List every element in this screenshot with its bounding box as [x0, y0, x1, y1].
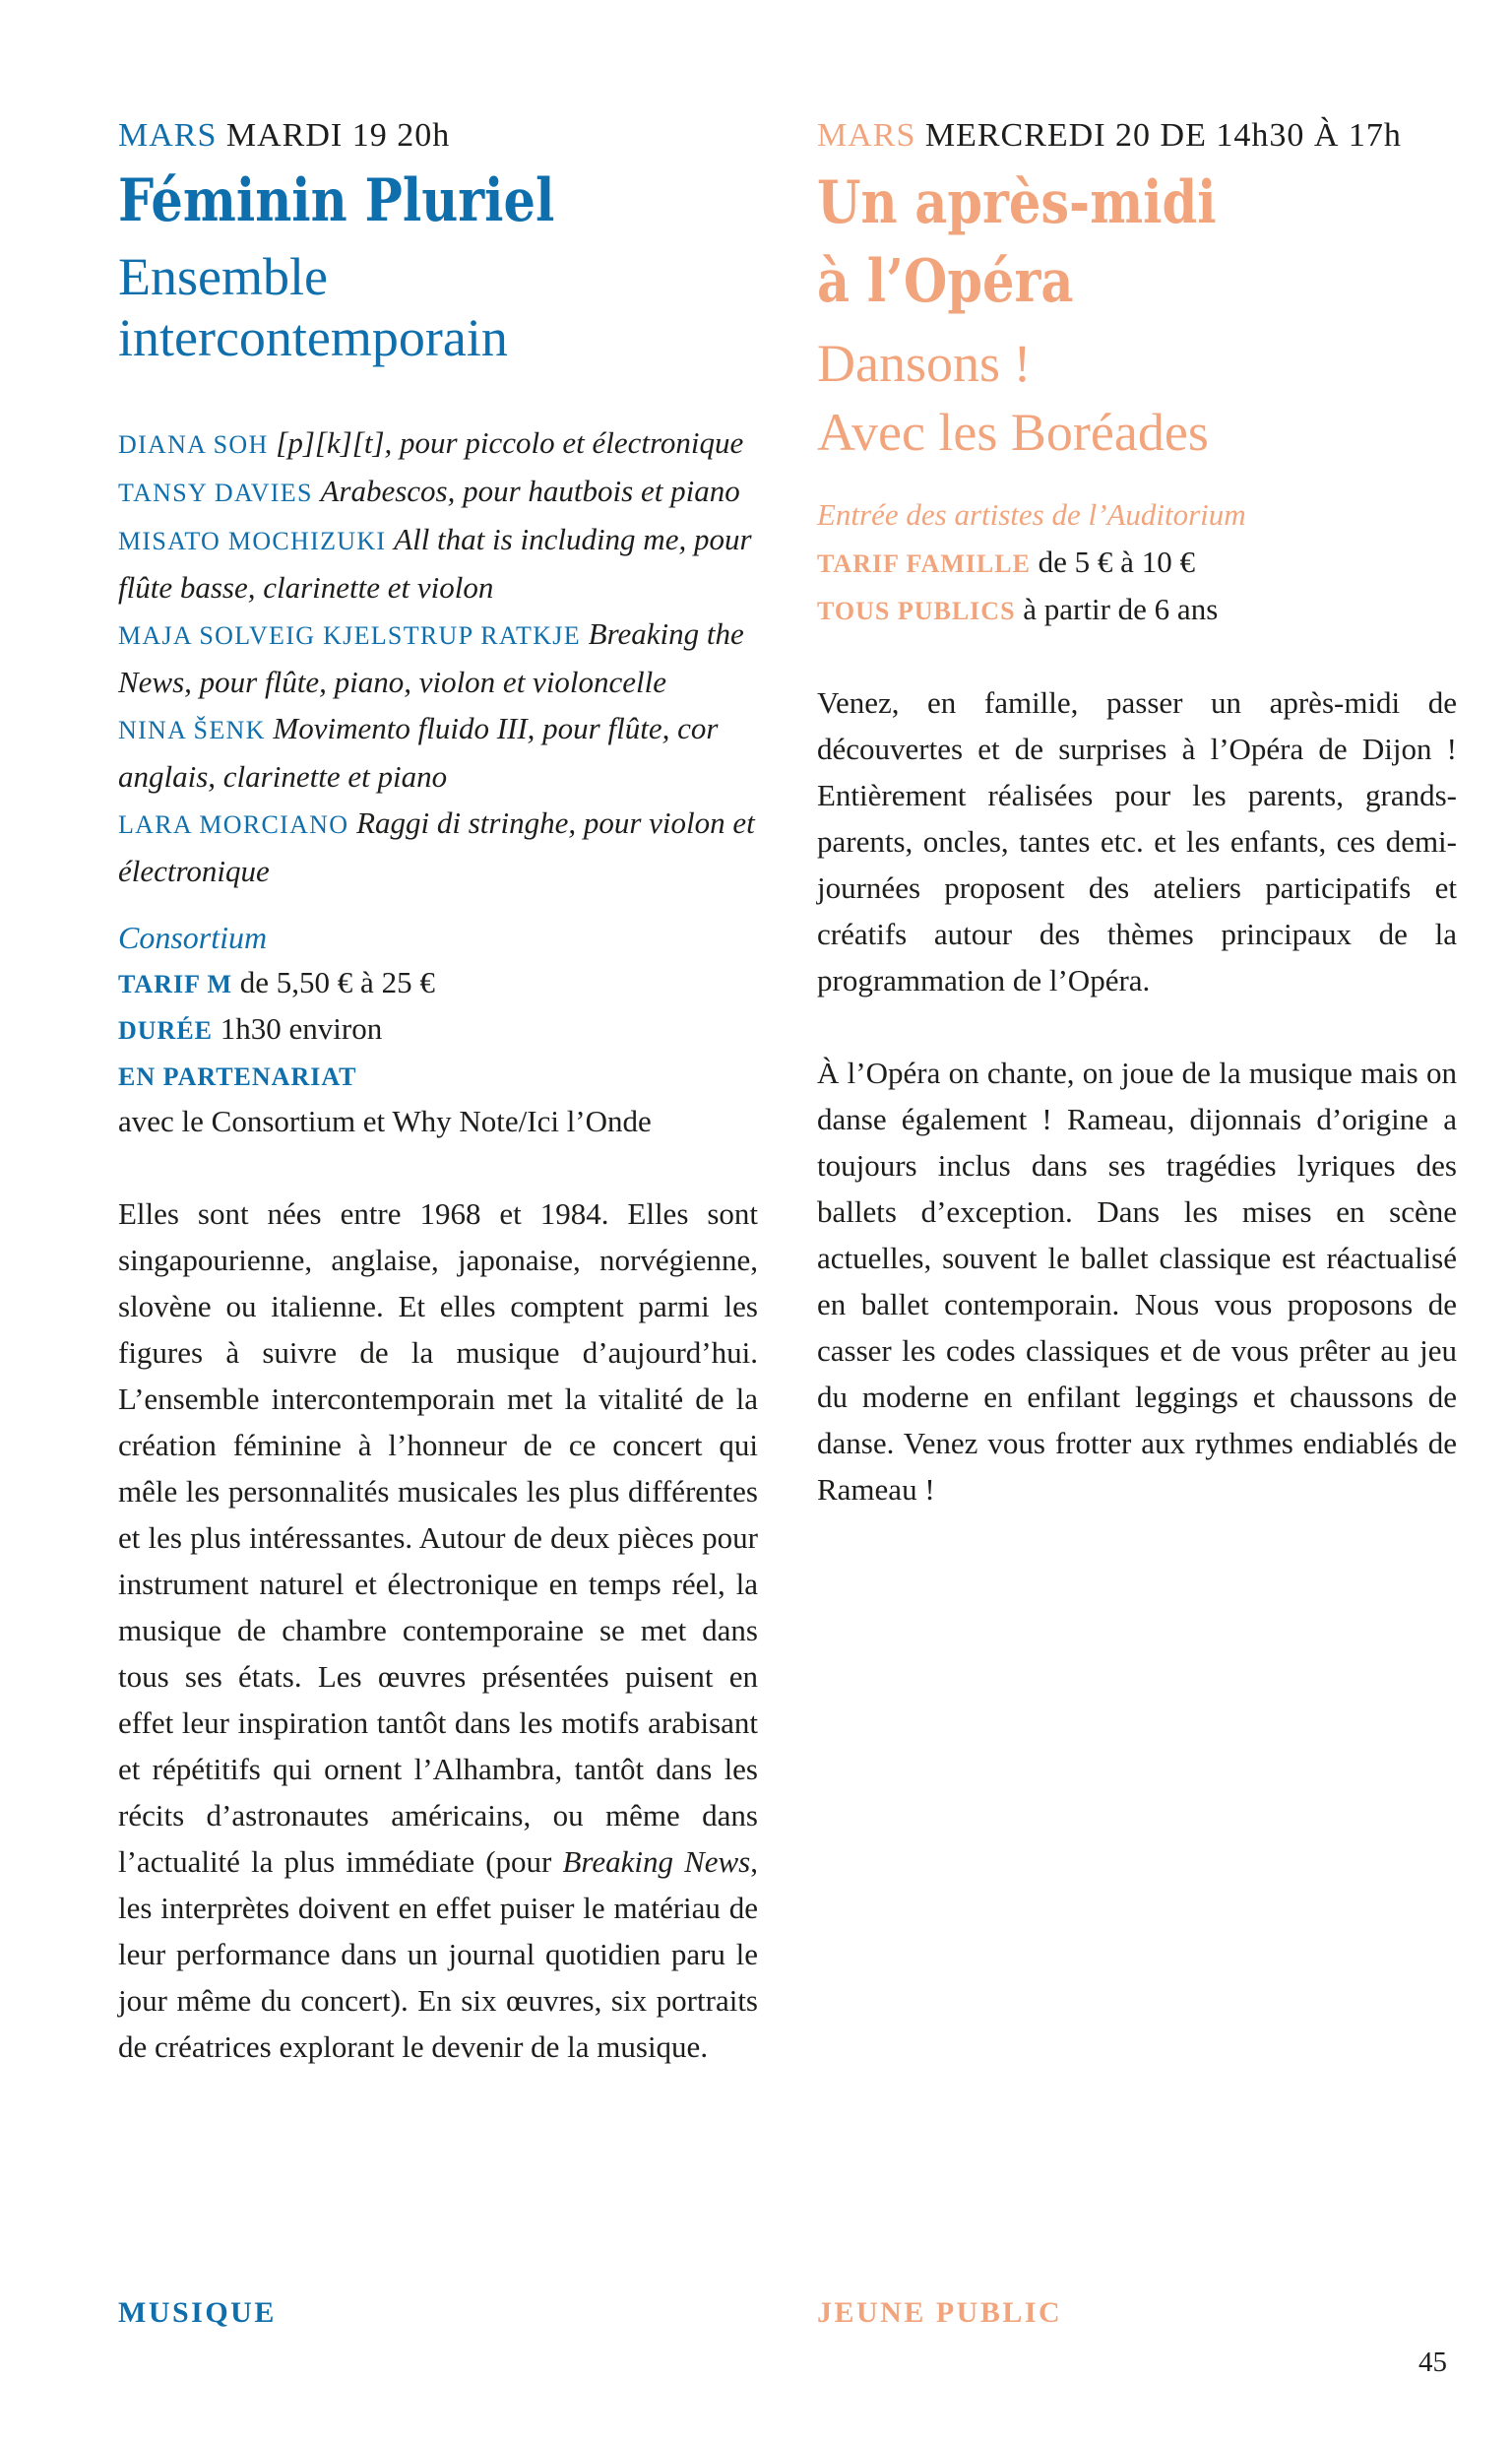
tarif-line [817, 540, 1457, 587]
work-title: Breaking the News, pour flûte, piano, violon et violoncelle [118, 616, 744, 699]
practical-info-left [118, 960, 758, 1143]
public-label: TOUS PUBLICS [817, 597, 1016, 625]
partner-value: avec le Consortium et Why Note/Ici l’Onde [118, 1104, 652, 1138]
venue-note: Entrée des artistes de l’Auditorium [817, 497, 1246, 532]
program-entry [118, 611, 758, 705]
composer-name: MAJA SOLVEIG KJELSTRUP RATKJE [118, 621, 581, 650]
subtitle-line: Dansons ! [817, 334, 1032, 393]
composer-name: DIANA SOH [118, 430, 269, 459]
event-subtitle-right [817, 329, 1457, 467]
month-label: MARS [118, 117, 218, 154]
event-title-left: Féminin Pluriel [118, 166, 555, 235]
duree-label: DURÉE [118, 1016, 214, 1045]
tarif-label: TARIF FAMILLE [817, 549, 1031, 578]
title-line: à l’Opéra [817, 247, 1074, 316]
event-date-right [817, 118, 1457, 154]
work-title: Arabescos, pour hautbois et piano [320, 474, 740, 508]
tarif-value: de 5 € à 10 € [1038, 545, 1195, 579]
tarif-label: TARIF M [118, 970, 233, 998]
event-date-left [118, 118, 758, 154]
event-feminin-pluriel [118, 118, 758, 2070]
composer-name: TANSY DAVIES [118, 479, 313, 507]
category-label-jeune-public: JEUNE PUBLIC [817, 2296, 1063, 2329]
partner-label: EN PARTENARIAT [118, 1062, 357, 1091]
event-title-right [817, 163, 1361, 321]
category-label-musique: MUSIQUE [118, 2296, 277, 2329]
composer-name: LARA MORCIANO [118, 810, 349, 839]
program-entry [118, 419, 758, 468]
work-title: Movimento fluido III, pour flûte, cor anglais, clarinette et piano [118, 711, 719, 794]
program-entry [118, 800, 758, 894]
subtitle-line: Ensemble [118, 247, 328, 306]
tarif-line [118, 960, 758, 1006]
event-description-left: Elles sont nées entre 1968 et 1984. Elles sont singapourienne, anglaise, japonaise, norvégienne, slovène ou italienne. Et elles comptent parmi les figures à suivre de la musique d’aujourd’hui. L’ensemble intercontemporain met la vitalité de la création féminine à l’honneur de ce concert qui mêle les personnalités musicales les plus différentes et les plus intéressantes. Autour de deux pièces pour instrument naturel et électronique en temps réel, la musique de chambre contemporaine se met dans tous ses états. Les œuvres présentées puisent en effet leur inspiration tantôt dans les motifs arabisant et répétitifs qui ornent l’Alhambra, tantôt dans les récits d’astronautes américains, ou même dans l’actualité la plus immédiate (pour Breaking News, les interprètes doivent en effet puiser le matériau de leur performance dans un journal quotidien paru le jour même du concert). En six œuvres, six portraits de créatrices explorant le devenir de la musique. [118, 1196, 758, 2064]
partner-line [118, 1053, 758, 1099]
duree-value: 1h30 environ [220, 1011, 383, 1046]
subtitle-line: Avec les Boréades [817, 403, 1209, 462]
program-entry [118, 516, 758, 611]
title-line: Un après-midi [817, 168, 1217, 237]
duree-line [118, 1006, 758, 1053]
practical-info-right [817, 540, 1457, 634]
public-line [817, 587, 1457, 634]
date-time-label: MERCREDI 20 DE 14h30 À 17h [924, 117, 1402, 154]
subtitle-line: intercontemporain [118, 308, 508, 367]
tarif-value: de 5,50 € à 25 € [239, 965, 435, 999]
event-description-right-p2: À l’Opéra on chante, on joue de la musique mais on danse également ! Rameau, dijonnais d’origine a toujours inclus dans ses tragédies lyriques des ballets d’exception. Dans les mises en scène actuelles, souvent le ballet classique est réactualisé en ballet contemporain. Nous vous proposons de casser les codes classiques et de vous prêter au jeu du moderne en enfilant leggings et chaussons de danse. Venez vous frotter aux rythmes endiablés de Rameau ! [817, 1056, 1457, 1507]
work-title: [p][k][t], pour piccolo et électronique [276, 425, 744, 460]
program-list [118, 419, 758, 894]
composer-name: NINA ŠENK [118, 716, 266, 744]
page-number: 45 [1418, 2347, 1447, 2378]
program-entry [118, 468, 758, 516]
work-title: All that is including me, pour flûte basse, clarinette et violon [118, 522, 752, 605]
month-label: MARS [817, 117, 916, 154]
venue-name: Consortium [118, 920, 268, 955]
date-time-label: MARDI 19 20h [225, 117, 451, 154]
public-value: à partir de 6 ans [1023, 592, 1219, 626]
composer-name: MISATO MOCHIZUKI [118, 527, 387, 555]
event-subtitle-left [118, 246, 758, 368]
work-title: Raggi di stringhe, pour violon et électronique [118, 805, 755, 888]
event-description-right-p1: Venez, en famille, passer un après-midi de découvertes et de surprises à l’Opéra de Dijon ! Entièrement réalisées pour les parents, grands-parents, oncles, tantes etc. et les enfants, ces demi-journées proposent des ateliers participatifs et créatifs autour des thèmes principaux de la programmation de l’Opéra. [817, 685, 1457, 997]
event-apres-midi-opera [817, 118, 1457, 1512]
program-entry [118, 705, 758, 800]
